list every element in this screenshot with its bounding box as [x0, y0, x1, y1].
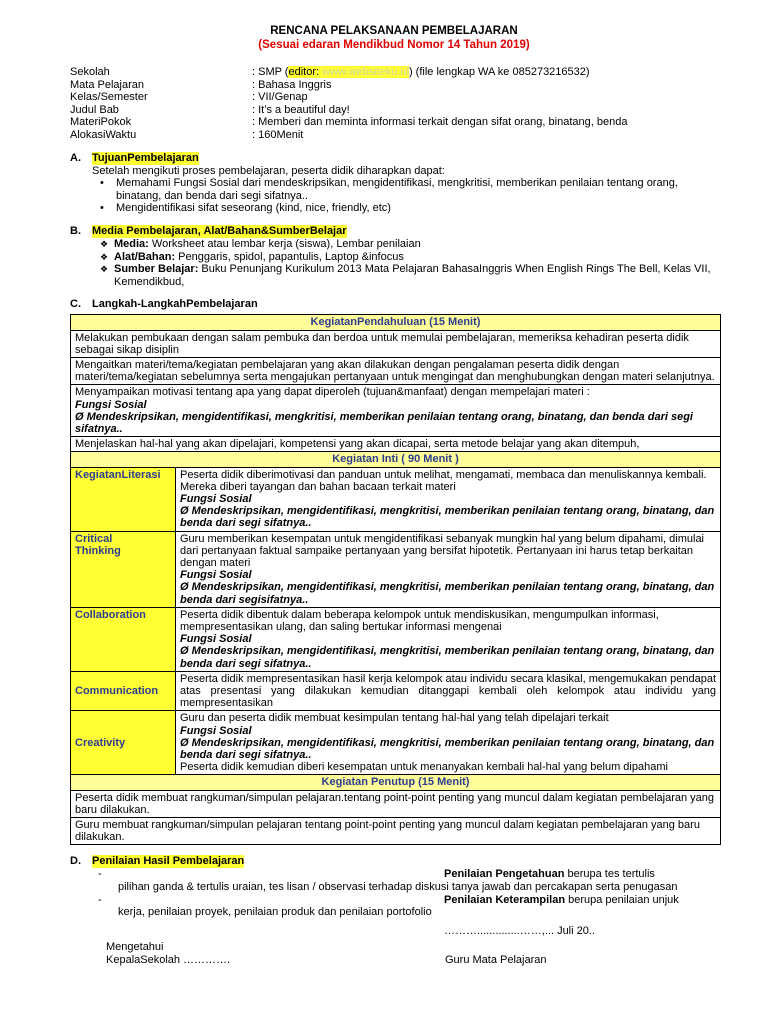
section-letter: D.: [70, 855, 81, 868]
fungsi-sosial-detail: Ø Mendeskripsikan, mengidentifikasi, mengkritisi, memberikan penilaian tentang orang, binatang, dan benda dari segisifatnya..: [180, 581, 715, 606]
section-letter: B.: [70, 224, 81, 237]
list-item-text: [114, 238, 718, 251]
cell-text: Peserta didik kemudian diberi kesempatan untuk menanyakan kembali hal-hal yang belum dipahami: [180, 761, 668, 774]
list-item-text: Memahami Fungsi Sosial dari mendeskripsikan, mengidentifikasi, mengkritisi, memberikan penilaian tentang orang, binatang, dan benda dari segi sifatnya..: [116, 177, 678, 202]
fungsi-sosial-label: Fungsi Sosial: [180, 633, 252, 646]
dash-mark: -: [98, 893, 102, 906]
item-value: Buku Penunjang Kurikulum 2013 Mata Pelajaran BahasaInggris When English Rings The Bell, Kelas VII, Kemendikbud,: [114, 263, 711, 288]
info-row-judul: [70, 104, 718, 117]
list-item: [70, 251, 718, 264]
info-row-materi: [70, 116, 718, 129]
info-row-kelas: [70, 91, 718, 104]
cell-text: Guru dan peserta didik membuat kesimpulan tentang hal-hal yang telah dipelajari terkait: [180, 712, 609, 725]
table-row: [71, 775, 721, 790]
info-label: MateriPokok: [70, 116, 132, 129]
section-letter: A.: [70, 151, 81, 164]
table-row: [71, 818, 721, 845]
table-row: [71, 711, 721, 775]
section-title: Langkah-LangkahPembelajaran: [92, 298, 258, 311]
info-value: : 160Menit: [252, 128, 304, 141]
table-row: [71, 357, 721, 384]
assessment-continuation: kerja, penilaian proyek, penilaian produk dan penilaian portofolio: [118, 906, 432, 919]
fungsi-sosial-detail: Ø Mendeskripsikan, mengidentifikasi, mengkritisi, memberikan penilaian tentang orang, binatang, dan benda dari segi sifatnya..: [75, 410, 693, 435]
steps-table: [70, 314, 721, 845]
assessment-text: [444, 894, 679, 907]
item-label: Alat/Bahan:: [114, 250, 176, 263]
assessment-item: [70, 868, 718, 881]
list-item: [70, 238, 718, 251]
row-label: Creativity: [71, 711, 176, 775]
pendahuluan-header: KegiatanPendahuluan (15 Menit): [71, 315, 721, 330]
item-label: Media:: [114, 237, 149, 250]
list-item-text: Mengidentifikasi sifat seseorang (kind, nice, friendly, etc): [116, 202, 391, 215]
signature-mengetahui: Mengetahui: [106, 940, 164, 953]
section-intro: Setelah mengikuti proses pembelajaran, peserta didik diharapkan dapat:: [92, 164, 445, 177]
bullet-icon: •: [100, 177, 104, 190]
cell-text: Peserta didik dibentuk dalam beberapa kelompok untuk mendiskusikan, mengumpulkan informasi, mempresentasikan ulang, dan saling bertukar informasi mengenai: [180, 608, 659, 633]
bullet-icon: •: [100, 202, 104, 215]
table-row: [71, 315, 721, 330]
editor-label: editor:: [288, 66, 320, 78]
penutup-header: Kegiatan Penutup (15 Menit): [71, 775, 721, 790]
info-label: Mata Pelajaran: [70, 78, 144, 91]
row-label: KegiatanLiterasi: [71, 467, 176, 531]
list-item: [70, 177, 718, 202]
table-cell: Peserta didik membuat rangkuman/simpulan pelajaran.tentang point-point penting yang muncul dalam kegiatan pembelajaran yang baru dilakukan.: [71, 790, 721, 817]
row-label: [71, 531, 176, 607]
table-cell: Menjelaskan hal-hal yang akan dipelajari, kompetensi yang akan dicapai, serta metode belajar yang akan ditempuh,: [71, 437, 721, 452]
cell-text: Menyampaikan motivasi tentang apa yang dapat diperoleh (tujuan&manfaat) dengan mempelajari materi :: [75, 386, 590, 399]
item-value: Penggaris, spidol, papantulis, Laptop &infocus: [175, 250, 404, 263]
info-label: Kelas/Semester: [70, 91, 148, 104]
info-value: : Memberi dan meminta informasi terkait dengan sifat orang, binatang, benda: [252, 116, 628, 129]
section-b: [70, 225, 718, 288]
section-title: Penilaian Hasil Pembelajaran: [92, 855, 245, 868]
table-row: [71, 385, 721, 437]
dash-mark: -: [98, 868, 102, 881]
section-title: Media Pembelajaran, Alat/Bahan&SumberBelajar: [92, 224, 347, 237]
fungsi-sosial-detail: Ø Mendeskripsikan, mengidentifikasi, mengkritisi, memberikan penilaian tentang orang, binatang, dan benda dari segi sifatnya..: [180, 736, 715, 762]
signature-guru: Guru Mata Pelajaran: [445, 953, 547, 966]
fungsi-sosial-label: Fungsi Sosial: [75, 398, 147, 411]
table-row: [71, 671, 721, 711]
table-cell: [176, 467, 721, 531]
assessment-continuation: pilihan ganda & tertulis uraian, tes lisan / observasi terhadap diskusi tanya jawab dan percakapan serta penugasan: [118, 881, 678, 894]
row-label: Communication: [71, 671, 176, 711]
table-row: [71, 437, 721, 452]
table-row: [71, 531, 721, 607]
info-label: Judul Bab: [70, 103, 119, 116]
row-label-line: Critical: [75, 532, 113, 545]
info-row-sekolah: [70, 66, 718, 79]
info-value: [252, 66, 718, 79]
fungsi-sosial-label: Fungsi Sosial: [180, 492, 252, 505]
signature-block: [70, 925, 718, 967]
section-heading: [70, 855, 718, 868]
sekolah-suffix: ) (file lengkap WA ke 085273216532): [408, 66, 590, 78]
table-row: [71, 452, 721, 467]
row-label: Collaboration: [71, 607, 176, 671]
table-cell: [71, 385, 721, 437]
table-cell: Peserta didik mempresentasikan hasil kerja kelompok atau individu secara klasikal, mengemukakan pendapat atas presentasi yang dilakukan kemudian ditanggapi kembali oleh kelompok atau individu yang mempresentasikan: [176, 671, 721, 711]
info-value: : It’s a beautiful day!: [252, 103, 350, 116]
assessment-label: Penilaian Keterampilan: [444, 893, 566, 906]
fungsi-sosial-detail: Ø Mendeskripsikan, mengidentifikasi, mengkritisi, memberikan penilaian tentang orang, binatang, dan benda dari segi sifatnya..: [180, 505, 715, 530]
row-label-line: Thinking: [75, 544, 121, 557]
info-label: AlokasiWaktu: [70, 128, 137, 141]
item-value: Worksheet atau lembar kerja (siswa), Lembar penilaian: [148, 237, 421, 250]
table-row: [71, 467, 721, 531]
info-value: : Bahasa Inggris: [252, 78, 332, 91]
diamond-bullet-icon: ❖: [100, 238, 109, 249]
info-row-alokasi: [70, 129, 718, 142]
section-d: [70, 855, 718, 918]
info-row-mapel: [70, 79, 718, 92]
table-cell: Guru membuat rangkuman/simpulan pelajaran tentang point-point penting yang muncul dalam kegiatan pembelajaran yang baru dilakukan.: [71, 818, 721, 845]
table-row: [71, 790, 721, 817]
fungsi-sosial-label: Fungsi Sosial: [180, 724, 252, 737]
table-cell: [176, 711, 721, 775]
cell-text: Guru memberikan kesempatan untuk mengidentifikasi sebanyak mungkin hal yang belum dipahami, dimulai dari pertanyaan faktual sampaike pertanyaan yang bersifat hipotetik. Pertanyaan ini harus tetap berkaitan dengan materi: [180, 532, 705, 569]
table-row: [71, 330, 721, 357]
diamond-bullet-icon: ❖: [100, 251, 109, 262]
identity-block: [70, 66, 718, 142]
list-item-text: [114, 263, 718, 288]
editor-highlight: [288, 66, 408, 78]
item-label: Sumber Belajar:: [114, 263, 199, 276]
signature-row: [70, 954, 718, 967]
assessment-label: Penilaian Pengetahuan: [444, 868, 565, 881]
editor-website: www.websiteku.id: [322, 66, 409, 78]
cell-text: Peserta didik diberimotivasi dan panduan untuk melihat, mengamati, membaca dan menuliskannya kembali. Mereka diberi tayangan dan bahan bacaan terkait materi: [180, 468, 707, 493]
assessment-value: berupa penilaian unjuk: [565, 893, 679, 906]
info-label: Sekolah: [70, 66, 110, 78]
diamond-bullet-icon: ❖: [100, 264, 109, 275]
fungsi-sosial-detail: Ø Mendeskripsikan, mengidentifikasi, mengkritisi, memberikan penilaian tentang orang, binatang, dan benda dari segi sifatnya..: [180, 645, 715, 670]
table-cell: Mengaitkan materi/tema/kegiatan pembelajaran yang akan dilakukan dengan pengalaman peserta didik dengan materi/tema/kegiatan sebelumnya serta mengajukan pertanyaan untuk mengingat dan menghubungkan dengan materi selanjutnya.: [71, 357, 721, 384]
assessment-value: berupa tes tertulis: [564, 868, 655, 881]
assessment-item: [70, 894, 718, 907]
section-heading: [70, 152, 718, 165]
table-cell: [176, 607, 721, 671]
assessment-text: [444, 868, 655, 881]
section-heading: [70, 225, 718, 238]
section-c: [70, 298, 718, 845]
list-item: [70, 202, 718, 215]
info-value: : VII/Genap: [252, 91, 308, 104]
inti-header: Kegiatan Inti ( 90 Menit ): [71, 452, 721, 467]
fungsi-sosial-label: Fungsi Sosial: [180, 569, 252, 582]
sekolah-prefix: : SMP (: [252, 66, 289, 78]
list-item: [70, 263, 718, 288]
document-title: RENCANA PELAKSANAAN PEMBELAJARAN: [270, 25, 518, 37]
signature-date: ………..............……,... Juli 20..: [444, 924, 595, 937]
table-cell: Melakukan pembukaan dengan salam pembuka dan berdoa untuk memulai pembelajaran, memeriksa kehadiran peserta didik sebagai sikap disiplin: [71, 330, 721, 357]
section-a: [70, 152, 718, 215]
list-item-text: [114, 251, 718, 264]
section-letter: C.: [70, 298, 81, 311]
section-heading: [70, 298, 718, 311]
table-cell: [176, 531, 721, 607]
table-row: [71, 607, 721, 671]
section-title: TujuanPembelajaran: [92, 151, 199, 164]
document-subtitle: (Sesuai edaran Mendikbud Nomor 14 Tahun 2019): [258, 39, 530, 51]
signature-kepala: KepalaSekolah ………….: [106, 953, 231, 966]
